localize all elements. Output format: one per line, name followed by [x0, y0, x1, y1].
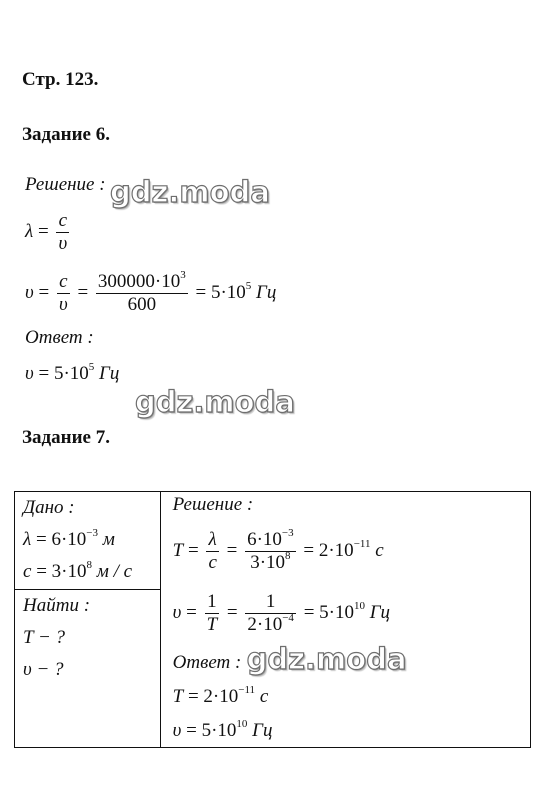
task-6-title: Задание 6.	[22, 124, 110, 145]
find-T: T − ?	[23, 627, 66, 648]
page-reference: Стр. 123.	[22, 69, 99, 90]
watermark-2: gdz.moda	[135, 385, 295, 419]
watermark-3: gdz.moda	[246, 642, 407, 676]
solution-answer-label: Ответ :	[172, 652, 242, 673]
find-label: Найти :	[23, 595, 91, 616]
given-c: $c = 3\cdot 10^8$ м / с	[23, 559, 133, 582]
solution-formula-frequency: υ = $\frac{1}{T}$ = $\frac{1}{2\cdot 10^{-4}}$ = $5\cdot 10^{10}$ Гц	[172, 591, 391, 635]
task-7-title: Задание 7.	[22, 427, 110, 448]
solution-answer-frequency: $\upsilon = 5\cdot 10^{10}$ Гц	[172, 718, 273, 741]
solution-cell	[160, 492, 530, 748]
solution-label: Решение :	[172, 494, 254, 515]
solution-formula-T: T = $\frac{\lambda}{c}$ = $\frac{6\cdot 10^{-3}}{3\cdot 10^8}$ = $2\cdot 10^{-11}$ c	[172, 527, 384, 573]
solution-answer-T: $T = 2\cdot 10^{-11}$ c	[172, 684, 269, 707]
task-6-formula-frequency: υ = $\frac{c}{\upsilon}$ = $\frac{300000\cdot 10^3}{600}$ = $5\cdot 10^5$ Гц	[25, 269, 277, 315]
given-label: Дано :	[23, 497, 75, 518]
task-6-answer: $\upsilon = 5\cdot 10^5$ Гц	[25, 361, 120, 384]
given-cell	[15, 492, 161, 590]
task-6-answer-label: Ответ :	[25, 327, 94, 348]
task-6-formula-lambda: λ = $\frac{c}{\upsilon}$	[25, 210, 68, 254]
given-lambda: $\lambda = 6\cdot 10^{-3}$ м	[23, 527, 115, 550]
find-frequency: υ − ?	[23, 659, 64, 680]
watermark-1: gdz.moda	[110, 175, 270, 209]
task-7-table	[14, 491, 531, 748]
find-cell	[15, 590, 161, 748]
task-6-solution-label: Решение :	[25, 174, 106, 195]
